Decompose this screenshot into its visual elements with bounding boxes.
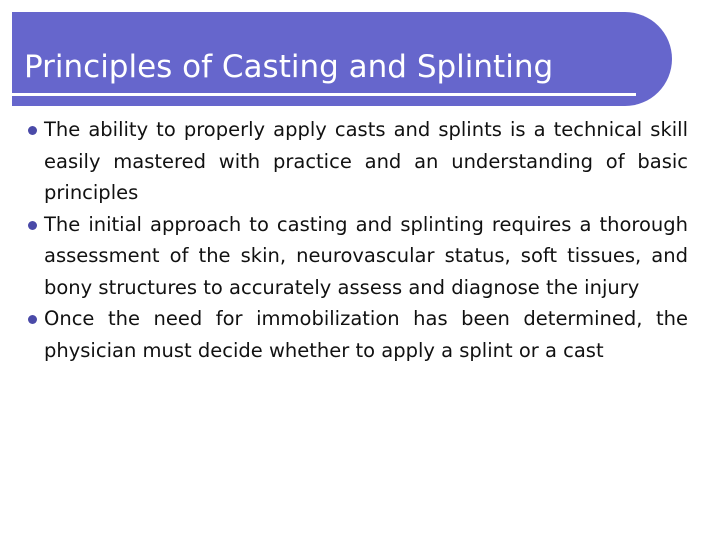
bullet-item-1 [24,114,688,209]
bullet-text-2: The initial approach to casting and splinting requires a thorough assessment of the skin, neurovascular status, soft tissues, and bony structures to accurately assess and diagnose the injury [44,212,688,299]
bullet-item-3 [24,303,688,366]
slide-title: Principles of Casting and Splinting [24,48,554,85]
title-underline [12,93,636,96]
bullet-text-1: The ability to properly apply casts and splints is a technical skill easily mastered with practice and an understanding of basic principles [44,118,688,204]
bullet-dot-icon [28,221,37,230]
bullet-text-3: Once the need for immobilization has been determined, the physician must decide whether to apply a splint or a cast [44,307,688,362]
bullet-dot-icon [28,126,37,135]
bullet-list [24,114,688,366]
bullet-dot-icon [28,315,37,324]
bullet-item-2 [24,209,688,304]
